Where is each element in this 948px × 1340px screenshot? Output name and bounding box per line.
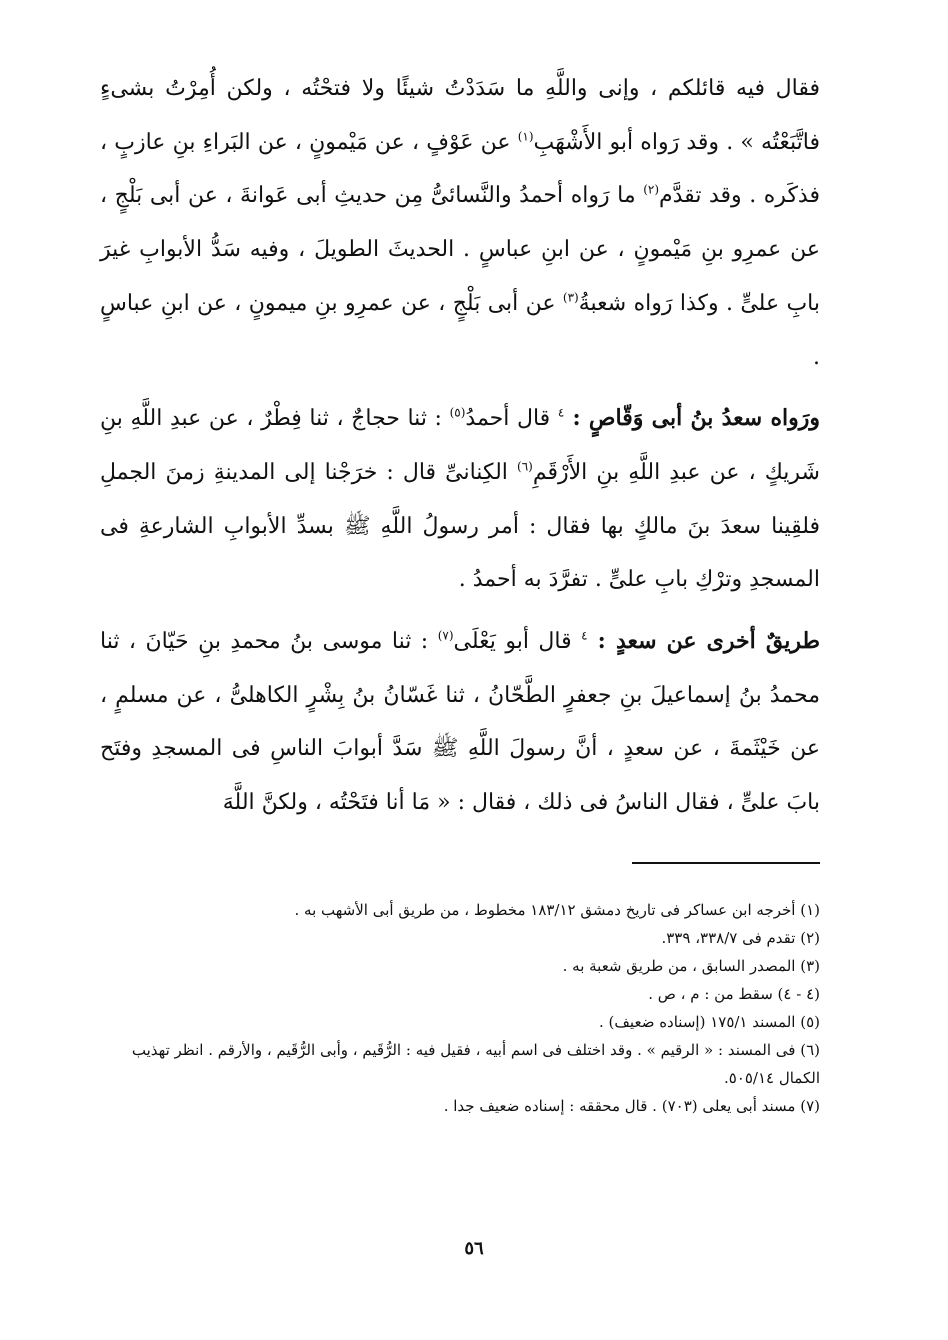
paragraph-3 [100, 615, 820, 830]
section-heading-another-route: طريقٌ أخرى عن سعدٍ : [587, 628, 821, 655]
footnote-2: (٢) تقدم فى ٣٣٨/٧، ٣٣٩. [661, 929, 820, 947]
omission-marker-4-end: ٤ [581, 628, 588, 643]
footnote-ref-1[interactable]: (١) [517, 129, 534, 144]
page-number: ٥٦ [464, 1238, 484, 1259]
footnote-ref-3[interactable]: (٣) [562, 290, 579, 305]
footnote-5: (٥) المسند ١٧٥/١ (إسناده ضعيف) . [599, 1013, 820, 1031]
section-heading-saad: ورَواه سعدُ بنُ أبى وَقّاصٍ : [564, 405, 821, 432]
footnote-ref-5[interactable]: (٥) [449, 405, 466, 420]
paragraph-1-text-3: ما رَواه أحمدُ والنَّسائىُّ مِن حديثِ أبى عَوانةَ ، عن أبى بَلْجٍ ، عن عمرِو بنِ مَيْمونٍ ، عن ابنِ عباسٍ . الحديثَ الطويلَ ، وفيه سَدُّ الأبوابِ غيرَ بابِ علىٍّ . وكذا رَواه شعبةُ [100, 183, 820, 316]
footnote-6: (٦) فى المسند : « الرقيم » . وقد اختلف فى اسم أبيه ، فقيل فيه : الرُّقَيم ، وأبى الرُّقَيم ، والأرقم . انظر تهذيب الكمال ٥٠٥/١٤. [131, 1041, 820, 1087]
paragraph-3-text-2: : ثنا موسى بنُ محمدِ بنِ حَيّانَ ، ثنا محمدُ بنُ إسماعيلَ بنِ جعفرٍ الطَّحّانُ ، ثنا غَسّانُ بنُ بِشْرٍ الكاهلىُّ ، عن مسلمٍ ، عن خَيْثَمةَ ، عن سعدٍ ، أنَّ رسولَ اللَّهِ ﷺ سَدَّ أبوابَ الناسِ فى المسجدِ وفتَح بابَ علىٍّ ، فقال الناسُ فى ذلك ، فقال : « مَا أنا فتَحْتُه ، ولكنَّ اللَّهَ [100, 629, 820, 816]
paragraph-3-text-1: قال أبو يَعْلَى [453, 629, 582, 655]
footnotes [98, 896, 820, 1120]
footnote-4: (٤ - ٤) سقط من : م ، ص . [648, 985, 820, 1003]
main-text [100, 62, 820, 830]
footnote-ref-2[interactable]: (٢) [643, 183, 660, 198]
paragraph-1-text-2: عن عَوْفٍ ، عن مَيْمونٍ ، عن البَراءِ بنِ عازبٍ ، فذكَره . وقد تقدَّم [100, 129, 820, 209]
paragraph-1-text-1: فقال فيه قائلكم ، وإنى واللَّهِ ما سَدَدْتُ شيئًا ولا فتحْتُه ، ولكن أُمِرْتُ بشىءٍ فاتَّبَعْتُه » . وقد رَواه أبو الأَشْهَبِ [100, 76, 820, 155]
paragraph-2-text-3: الكِنانىِّ قال : خرَجْنا إلى المدينةِ زمنَ الجملِ فلقِينا سعدَ بنَ مالكٍ بها فقال : أمر رسولُ اللَّهِ ﷺ بسدِّ الأبوابِ الشارعةِ فى المسجدِ وترْكِ بابِ علىٍّ . تفرَّدَ به أحمدُ . [100, 459, 820, 593]
paragraph-1-text-4: عن أبى بَلْجٍ ، عن عمرِو بنِ ميمونٍ ، عن ابنِ عباسٍ . [100, 290, 820, 370]
paragraph-1 [100, 62, 820, 384]
paragraph-2 [100, 392, 820, 607]
footnote-7: (٧) مسند أبى يعلى (٧٠٣) . قال محققه : إسناده ضعيف جدا . [443, 1097, 820, 1115]
footnote-3: (٣) المصدر السابق ، من طريق شعبة به . [562, 957, 820, 975]
footnote-1: (١) أخرجه ابن عساكر فى تاريخ دمشق ١٨٣/١٢ مخطوط ، من طريق أبى الأشهب به . [294, 901, 820, 919]
omission-marker-4: ٤ [557, 405, 565, 420]
footnote-separator [632, 862, 820, 864]
footnote-ref-6[interactable]: (٦) [517, 459, 533, 474]
footnote-ref-7[interactable]: (٧) [437, 628, 454, 643]
paragraph-2-text-2: : ثنا حجاجٌ ، ثنا فِطْرٌ ، عن عبدِ اللَّهِ بنِ شَريكٍ ، عن عبدِ اللَّهِ بنِ الأَرْقَمِ [100, 406, 820, 485]
paragraph-2-text-1: قال أحمدُ [465, 406, 558, 432]
